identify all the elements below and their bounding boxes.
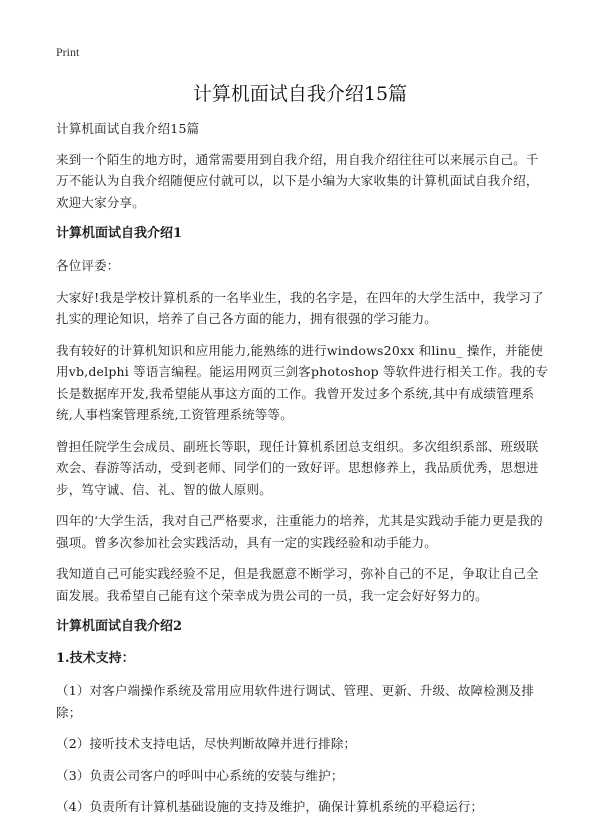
paragraph: 大家好!我是学校计算机系的一名毕业生，我的名字是，在四年的大学生活中，我学习了扎实的理论知识，培养了自己各方面的能力，拥有很强的学习能力。 (56, 289, 544, 326)
section-heading-1: 计算机面试自我介绍1 (56, 226, 183, 241)
greeting: 各位评委： (56, 258, 120, 273)
print-label: Print (56, 45, 80, 59)
intro-paragraph: 来到一个陌生的地方时，通常需要用到自我介绍，用自我介绍往往可以来展示自己。千万不能认为自我介绍随便应付就可以，以下是小编为大家收集的计算机面试自我介绍，欢迎大家分享。 (56, 151, 539, 210)
list-item: （4）负责所有计算机基础设施的支持及维护，确保计算机系统的平稳运行； (56, 799, 484, 814)
list-item: （1）对客户端操作系统及常用应用软件进行调试、管理、更新、升级、故障检测及排除； (56, 683, 535, 720)
list-item: （2）接听技术支持电话，尽快判断故障并进行排除； (56, 736, 357, 751)
paragraph: 我知道自己可能实践经验不足，但是我愿意不断学习，弥补自己的不足，争取让自己全面发展。我希望自己能有这个荣幸成为贵公司的一员，我一定会好好努力的。 (56, 566, 539, 603)
paragraph: 我有较好的计算机知识和应用能力,能熟练的进行windows20xx 和linu_ 操作，并能使用vb,delphi 等语言编程。能运用网页三剑客photoshop 等软件进行相关工作。我的专长是数据库开发,我希望能从事这方面的工作。我曾开发过多个系统,其中有成绩管理系统,人事档案管理系统,工资管理系统等等。 (56, 342, 549, 422)
subtitle: 计算机面试自我介绍15篇 (56, 121, 200, 136)
paragraph: 四年的‘大学生活，我对自己严格要求，注重能力的培养，尤其是实践动手能力更是我的强项。曾多次参加社会实践活动，具有一定的实践经验和动手能力。 (56, 513, 543, 550)
list-item: （3）负责公司客户的呼叫中心系统的安装与维护； (56, 767, 344, 783)
subheading: 1.技术支持： (56, 651, 135, 666)
section-heading-2: 计算机面试自我介绍2 (56, 619, 183, 634)
page-title: 计算机面试自我介绍15篇 (192, 83, 408, 105)
paragraph: 曾担任院学生会成员、副班长等职，现任计算机系团总支组织。多次组织系部、班级联欢会、春游等活动，受到老师、同学们的一致好评。思想修养上，我品质优秀，思想进步，笃守诚、信、礼、智的做人原则。 (56, 438, 539, 497)
document-body (56, 118, 550, 828)
